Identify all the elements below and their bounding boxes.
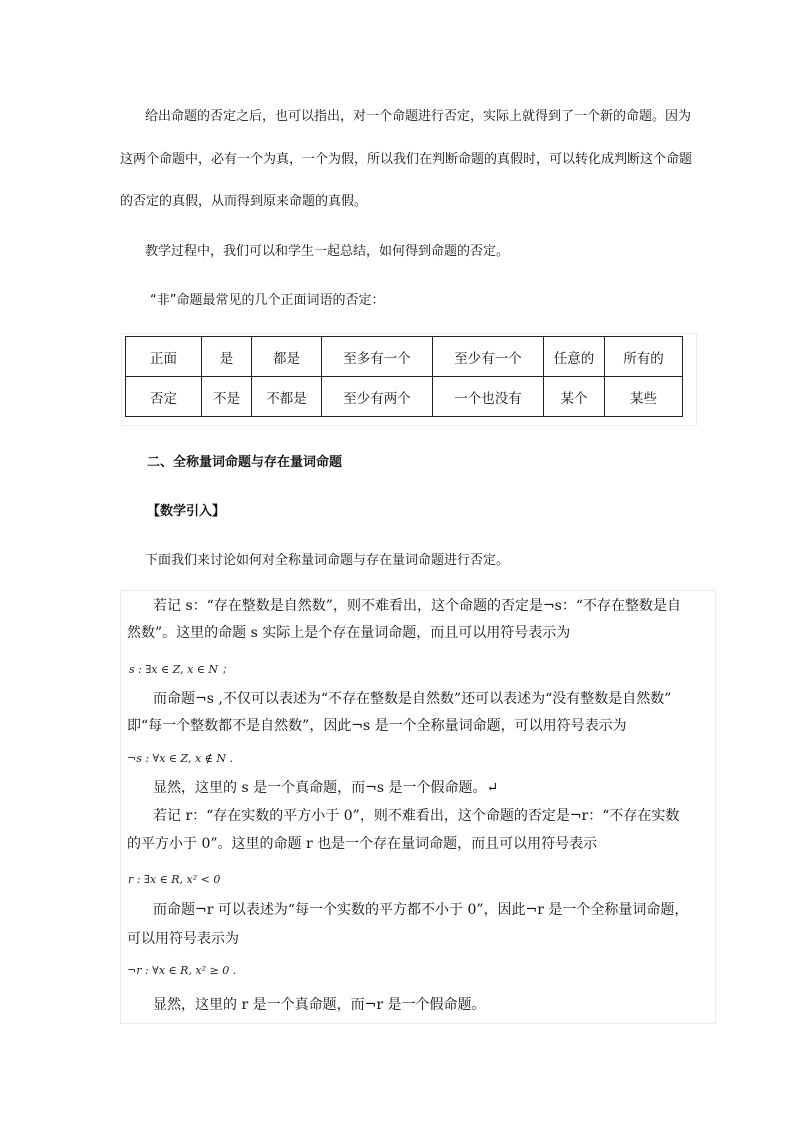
table-row-positive bbox=[126, 337, 683, 377]
formula: s : ∃x ∈ Z, x ∈ N ； bbox=[129, 663, 233, 676]
example-line: 即“每一个整数都不是自然数”，因此¬s 是一个全称量词命题，可以用符号表示为 bbox=[127, 718, 627, 734]
table-cell: 否定 bbox=[126, 377, 202, 417]
table-cell: 不是 bbox=[202, 377, 252, 417]
intro-line-4: 教学过程中，我们可以和学生一起总结，如何得到命题的否定。 bbox=[145, 244, 510, 259]
intro-line-3: 的否定的真假，从而得到原来命题的真假。 bbox=[120, 194, 368, 209]
table-cell: 至多有一个 bbox=[322, 337, 433, 377]
intro-line-2: 这两个命题中，必有一个为真，一个为假，所以我们在判断命题的真假时，可以转化成判断这个命题 bbox=[120, 152, 693, 167]
table-cell: 不都是 bbox=[252, 377, 322, 417]
formula: ¬s : ∀x ∈ Z, x ∉ N . bbox=[127, 752, 233, 765]
formula: ¬r : ∀x ∈ R, x² ≥ 0 . bbox=[127, 964, 237, 977]
table-cell: 至少有一个 bbox=[433, 337, 544, 377]
example-line: 若记 s：“存在整数是自然数”，则不难看出，这个命题的否定是¬s：“不存在整数是自 bbox=[153, 598, 682, 614]
example-line: 显然，这里的 s 是一个真命题，而¬s 是一个假命题。↵ bbox=[153, 780, 499, 796]
section-subheading: 【数学引入】 bbox=[147, 504, 226, 519]
table-cell: 正面 bbox=[126, 337, 202, 377]
example-line: 而命题¬s ,不仅可以表述为“不存在整数是自然数”还可以表述为“没有整数是自然数” bbox=[153, 691, 672, 707]
table-cell: 某个 bbox=[544, 377, 605, 417]
example-line: 可以用符号表示为 bbox=[127, 931, 239, 947]
section-lead: 下面我们来讨论如何对全称量词命题与存在量词命题进行否定。 bbox=[145, 553, 510, 568]
intro-line-5: “非”命题最常见的几个正面词语的否定： bbox=[150, 293, 385, 308]
table-cell: 至少有两个 bbox=[322, 377, 433, 417]
intro-line-1: 给出命题的否定之后，也可以指出，对一个命题进行否定，实际上就得到了一个新的命题。因为 bbox=[145, 109, 692, 124]
section-heading: 二、全称量词命题与存在量词命题 bbox=[147, 455, 343, 470]
example-line: 而命题¬r 可以表述为“每一个实数的平方都不小于 0”，因此¬r 是一个全称量词命题， bbox=[153, 902, 689, 918]
example-line: 然数”。这里的命题 s 实际上是个存在量词命题，而且可以用符号表示为 bbox=[127, 625, 571, 641]
table-cell: 所有的 bbox=[605, 337, 683, 377]
negation-words-table bbox=[125, 336, 683, 417]
table-cell: 都是 bbox=[252, 337, 322, 377]
table-cell: 是 bbox=[202, 337, 252, 377]
example-line: 若记 r：“存在实数的平方小于 0”，则不难看出，这个命题的否定是¬r：“不存在实数 bbox=[153, 808, 680, 824]
example-line: 显然，这里的 r 是一个真命题，而¬r 是一个假命题。 bbox=[153, 997, 486, 1013]
example-line: 的平方小于 0”。这里的命题 r 也是一个存在量词命题，而且可以用符号表示 bbox=[127, 836, 598, 852]
table-cell: 某些 bbox=[605, 377, 683, 417]
formula: r : ∃x ∈ R, x² < 0 bbox=[128, 873, 221, 886]
table-cell: 任意的 bbox=[544, 337, 605, 377]
table-cell: 一个也没有 bbox=[433, 377, 544, 417]
table-row-negation bbox=[126, 377, 683, 417]
